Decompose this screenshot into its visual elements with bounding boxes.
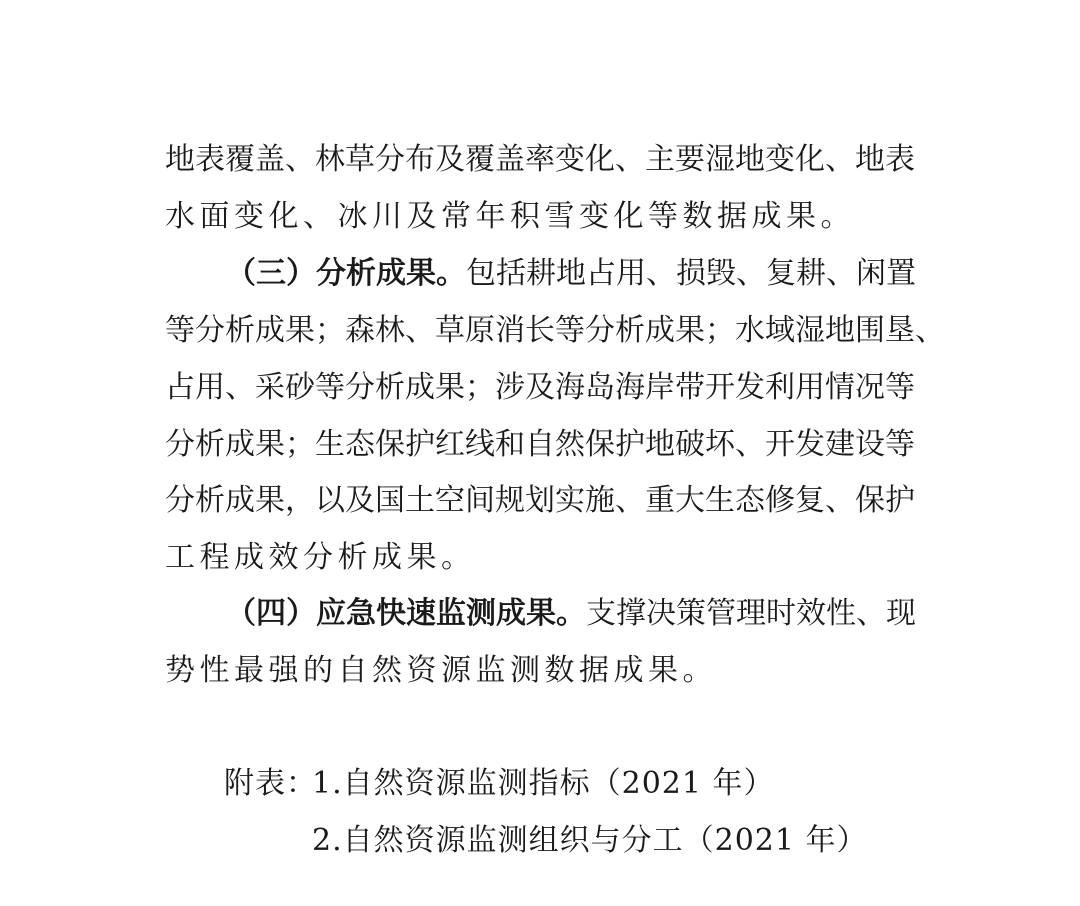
paragraph-2-line-1 bbox=[226, 254, 916, 294]
paragraph-3-line-1 bbox=[226, 594, 916, 634]
paragraph-2-heading: （三）分析成果。 bbox=[226, 256, 466, 291]
attachment-item-2: 2.自然资源监测组织与分工（2021 年） bbox=[312, 823, 868, 858]
attachments-label: 附表： bbox=[224, 766, 317, 801]
paragraph-2-line-4: 分析成果；生态保护红线和自然保护地破坏、开发建设等 bbox=[165, 427, 915, 462]
paragraph-2-line-5: 分析成果，以及国土空间规划实施、重大生态修复、保护 bbox=[165, 483, 915, 518]
paragraph-2-line-6: 工程成效分析成果。 bbox=[165, 540, 476, 575]
paragraph-1-line-2: 水面变化、冰川及常年积雪变化等数据成果。 bbox=[165, 199, 855, 234]
paragraph-3-first-line-text: 支撑决策管理时效性、现 bbox=[586, 596, 916, 631]
paragraph-1-line-1: 地表覆盖、林草分布及覆盖率变化、主要湿地变化、地表 bbox=[165, 142, 915, 177]
paragraph-3-line-2: 势性最强的自然资源监测数据成果。 bbox=[165, 653, 717, 688]
paragraph-2-line-2: 等分析成果；森林、草原消长等分析成果；水域湿地围垦、 bbox=[165, 313, 945, 348]
paragraph-2-first-line-text: 包括耕地占用、损毁、复耕、闲置 bbox=[466, 256, 916, 291]
attachment-item-1: 1.自然资源监测指标（2021 年） bbox=[312, 766, 775, 801]
paragraph-3-heading: （四）应急快速监测成果。 bbox=[226, 596, 586, 631]
paragraph-2-line-3: 占用、采砂等分析成果；涉及海岛海岸带开发利用情况等 bbox=[165, 370, 915, 405]
